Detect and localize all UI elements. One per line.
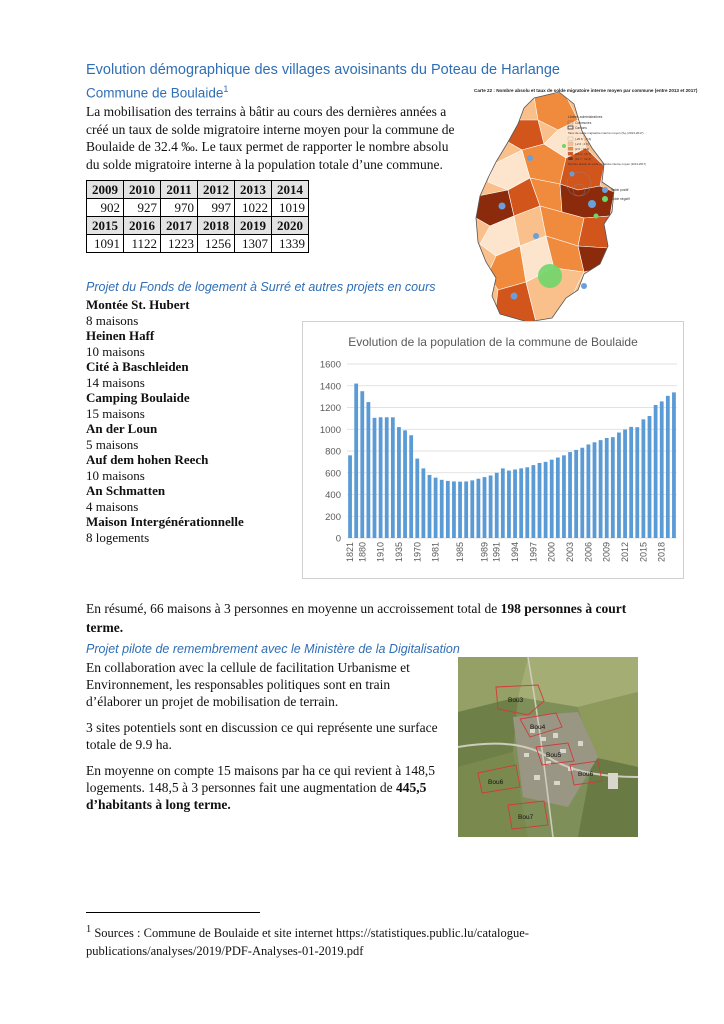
bar-2007 xyxy=(593,442,597,538)
intro-paragraph: La mobilisation des terrains à bâtir au cours des dernières années a créé un taux de solde migratoire interne moyen pour la commune de Boulaide de 32.4 ‰. Le taux permet de rapporter le nombre absolu du solde migratoire interne à la population totale d’une commune. xyxy=(86,104,455,172)
x-tick-label: 2006 xyxy=(583,542,594,563)
page-title: Evolution démographique des villages avoisinants du Poteau de Harlange xyxy=(86,62,560,78)
x-tick-label: 2000 xyxy=(546,542,557,563)
bar-1994 xyxy=(513,469,517,538)
year-cell: 2009 xyxy=(87,181,124,199)
bar-2006 xyxy=(586,444,590,538)
pilot-text xyxy=(86,659,442,822)
projects-list xyxy=(86,297,244,545)
footnote xyxy=(86,921,646,960)
project-item xyxy=(86,359,244,390)
site-label: Bou6 xyxy=(578,771,594,778)
year-cell: 2017 xyxy=(161,217,198,235)
project-item xyxy=(86,452,244,483)
x-tick-label: 1970 xyxy=(412,542,423,563)
x-tick-label: 1989 xyxy=(479,542,490,563)
legend-class-1: [-20.6 ; -2.6] xyxy=(575,137,592,141)
x-tick-label: 1994 xyxy=(510,542,521,563)
bar-2019 xyxy=(666,396,670,538)
x-tick-label: 2003 xyxy=(565,542,576,563)
project-name: Cité à Baschleiden xyxy=(86,359,189,374)
project-item xyxy=(86,483,244,514)
solde-positif-dot xyxy=(533,233,539,239)
x-tick-label: 1991 xyxy=(491,542,502,563)
footnote-mark: 1 xyxy=(86,924,92,935)
value-cell: 1122 xyxy=(124,235,161,253)
bar-1990 xyxy=(489,475,493,538)
x-tick-label: 1997 xyxy=(528,542,539,563)
y-tick-label: 1600 xyxy=(319,359,341,371)
bar-1998 xyxy=(538,463,542,538)
bar-1984 xyxy=(452,481,456,538)
bar-2016 xyxy=(648,416,652,538)
chart-title: Evolution de la population de la commune de Boulaide xyxy=(348,335,638,349)
bar-1981 xyxy=(434,478,438,538)
year-cell: 2011 xyxy=(161,181,198,199)
x-tick-label: 1880 xyxy=(357,542,368,563)
summary-emphasis: 198 personnes à court terme. xyxy=(86,601,627,635)
y-tick-label: 600 xyxy=(325,468,341,480)
subtitle-text: Commune de Boulaide xyxy=(86,85,224,101)
x-tick-label: 1981 xyxy=(430,542,441,563)
bar-1880 xyxy=(360,391,364,538)
project-detail: 15 maisons xyxy=(86,405,145,421)
y-tick-label: 0 xyxy=(335,533,341,545)
commune-subtitle xyxy=(86,84,228,101)
pilot-paragraph-1: En collaboration avec la cellule de facilitation Urbanisme et Environnement, les responsables politiques sont en train d’élaborer un projet de mobilisation de terrain. xyxy=(86,660,410,709)
pilot-heading: Projet pilote de remembrement avec le Ministère de la Digitalisation xyxy=(86,642,460,656)
legend-class-5: [15.7 ; 32.4] xyxy=(575,157,591,161)
footnote-ref[interactable]: 1 xyxy=(223,84,229,94)
projects-heading: Projet du Fonds de logement à Surré et autres projets en cours xyxy=(86,280,436,294)
value-cell: 927 xyxy=(124,199,161,217)
value-cell: 1019 xyxy=(272,199,309,217)
aerial-photo xyxy=(458,657,638,837)
x-tick-label: 1935 xyxy=(393,542,404,563)
bar-1985 xyxy=(458,482,462,538)
year-cell: 2012 xyxy=(198,181,235,199)
project-name: An Schmatten xyxy=(86,483,166,498)
population-table xyxy=(86,180,309,253)
bar-2018 xyxy=(660,401,664,538)
legend-class-4: [10.3 ; 15.7] xyxy=(575,152,591,156)
site-label: Bou3 xyxy=(508,697,524,704)
pilot-p3-emphasis: 445,5 d’habitants à long terme. xyxy=(86,780,427,812)
project-name: Montée St. Hubert xyxy=(86,297,190,312)
project-detail: 8 logements xyxy=(86,529,150,545)
site-label: Bou5 xyxy=(546,752,562,759)
bar-1995 xyxy=(519,468,523,538)
bar-1930 xyxy=(391,417,395,538)
bar-2015 xyxy=(641,419,645,538)
bar-2011 xyxy=(617,433,621,538)
bar-1991 xyxy=(495,473,499,538)
value-cell: 1091 xyxy=(87,235,124,253)
year-cell: 2013 xyxy=(235,181,272,199)
luxembourg-migration-map xyxy=(474,86,698,322)
table-row-values-1 xyxy=(87,199,309,217)
value-cell: 997 xyxy=(198,199,235,217)
project-name: Maison Intergénérationnelle xyxy=(86,514,244,529)
year-cell: 2018 xyxy=(198,217,235,235)
bar-1986 xyxy=(464,481,468,538)
bar-1975 xyxy=(421,468,425,538)
bar-1900 xyxy=(373,418,377,538)
legend-class-2: [-2.6 ; 2.6] xyxy=(575,142,589,146)
table-row-years-1 xyxy=(87,181,309,199)
bar-2014 xyxy=(635,427,639,538)
bar-2001 xyxy=(556,458,560,538)
project-detail: 4 maisons xyxy=(86,498,139,514)
year-cell: 2010 xyxy=(124,181,161,199)
bar-2000 xyxy=(550,460,554,538)
project-detail: 10 maisons xyxy=(86,467,145,483)
bar-2012 xyxy=(623,430,627,538)
solde-negatif-circle xyxy=(538,264,562,288)
value-cell: 1223 xyxy=(161,235,198,253)
legend-class-3: [2.6 ; 10.3] xyxy=(575,147,590,151)
x-tick-label: 1821 xyxy=(345,542,356,563)
value-cell: 1307 xyxy=(235,235,272,253)
bar-2020 xyxy=(672,392,676,538)
legend-communes: Communes xyxy=(575,121,592,125)
bar-1980 xyxy=(428,475,432,538)
project-detail: 10 maisons xyxy=(86,343,145,359)
year-cell: 2014 xyxy=(272,181,309,199)
bar-1947 xyxy=(403,430,407,538)
bar-1999 xyxy=(544,462,548,538)
value-cell: 1339 xyxy=(272,235,309,253)
bar-2002 xyxy=(562,455,566,538)
legend-rate-title: Taux de solde migratoire interne moyen (‰) (2013-2017) xyxy=(568,131,644,135)
value-cell: 1022 xyxy=(235,199,272,217)
y-tick-label: 1400 xyxy=(319,381,341,393)
x-tick-label: 2009 xyxy=(601,542,612,563)
value-cell: 1256 xyxy=(198,235,235,253)
project-item xyxy=(86,390,244,421)
solde-positif-dot xyxy=(581,283,587,289)
solde-negatif-dot xyxy=(562,144,566,148)
bar-1890 xyxy=(366,402,370,538)
y-tick-label: 1000 xyxy=(319,424,341,436)
legend-size-title: Nombre absolu de solde migratoire interne moyen (2013-2017) xyxy=(568,162,647,166)
project-item xyxy=(86,514,244,545)
pilot-paragraph-2: 3 sites potentiels sont en discussion ce qui représente une surface totale de 9.9 ha. xyxy=(86,720,438,752)
x-tick-label: 1985 xyxy=(455,542,466,563)
bar-2017 xyxy=(654,405,658,538)
bar-1993 xyxy=(507,471,511,538)
pilot-paragraph-3 xyxy=(86,762,442,813)
bar-1989 xyxy=(483,477,487,538)
legend-title: Limites administratives xyxy=(568,115,603,119)
table-row-years-2 xyxy=(87,217,309,235)
table-row-values-2 xyxy=(87,235,309,253)
y-tick-label: 1200 xyxy=(319,403,341,414)
bar-2003 xyxy=(568,452,572,538)
solde-positif-dot xyxy=(499,203,506,210)
bar-1983 xyxy=(446,481,450,538)
x-tick-label: 2018 xyxy=(656,542,667,563)
project-name: Heinen Haff xyxy=(86,328,155,343)
footnote-text: Sources : Commune de Boulaide et site internet https://statistiques.public.lu/catalogue-publications/analyses/2019/PDF-Analyses-01-2019.pdf xyxy=(86,926,529,959)
year-cell: 2020 xyxy=(272,217,309,235)
site-label: Bou7 xyxy=(518,814,534,821)
bar-2013 xyxy=(629,427,633,538)
site-label: Bou4 xyxy=(530,724,546,731)
value-cell: 970 xyxy=(161,199,198,217)
bar-1982 xyxy=(440,480,444,538)
bar-2010 xyxy=(611,437,615,538)
bar-1970 xyxy=(415,459,419,538)
population-chart-svg xyxy=(303,322,683,578)
bar-1821 xyxy=(348,455,352,538)
project-detail: 14 maisons xyxy=(86,374,145,390)
legend-cantons: Cantons xyxy=(575,126,587,130)
value-cell: 902 xyxy=(87,199,124,217)
solde-positif-dot xyxy=(527,155,533,161)
year-cell: 2016 xyxy=(124,217,161,235)
site-label: Bou6 xyxy=(488,779,504,786)
bar-1910 xyxy=(379,417,383,538)
year-cell: 2019 xyxy=(235,217,272,235)
bar-1992 xyxy=(501,468,505,538)
bar-2004 xyxy=(574,450,578,538)
x-tick-label: 1910 xyxy=(375,542,386,563)
summary-text: En résumé, 66 maisons à 3 personnes en moyenne un accroissement total de xyxy=(86,601,501,616)
x-tick-label: 2012 xyxy=(620,542,631,563)
project-detail: 8 maisons xyxy=(86,312,139,328)
project-item xyxy=(86,297,244,328)
bar-1922 xyxy=(385,417,389,538)
bar-1935 xyxy=(397,427,401,538)
bar-1997 xyxy=(531,465,535,538)
solde-positif-dot xyxy=(511,293,518,300)
pilot-p3-text: En moyenne on compte 15 maisons par ha ce qui revient à 148,5 logements. 148,5 à 3 personnes fait une augmentation de xyxy=(86,763,436,795)
solde-negatif-dot xyxy=(594,214,599,219)
legend-negative: Solde négatif xyxy=(611,197,630,201)
y-tick-label: 800 xyxy=(325,446,341,458)
bar-1987 xyxy=(470,480,474,538)
y-tick-label: 400 xyxy=(325,490,341,501)
y-tick-label: 200 xyxy=(325,511,341,523)
bar-2009 xyxy=(605,438,609,538)
project-name: Camping Boulaide xyxy=(86,390,190,405)
footnote-divider xyxy=(86,912,260,913)
bar-2008 xyxy=(599,440,603,538)
project-detail: 5 maisons xyxy=(86,436,139,452)
population-chart xyxy=(302,321,684,579)
summary-paragraph xyxy=(86,599,646,637)
solde-positif-dot xyxy=(588,200,596,208)
map-heading: Carte 22 : Nombre absolu et taux de solde migratoire interne moyen par commune (entre 2013 et 2017) xyxy=(474,88,698,93)
project-item xyxy=(86,421,244,452)
bar-2005 xyxy=(580,448,584,538)
project-item xyxy=(86,328,244,359)
x-tick-label: 2015 xyxy=(638,542,649,563)
bar-1996 xyxy=(525,467,529,538)
legend-positive: Solde positif xyxy=(611,188,629,192)
project-name: An der Loun xyxy=(86,421,158,436)
year-cell: 2015 xyxy=(87,217,124,235)
project-name: Auf dem hohen Reech xyxy=(86,452,209,467)
bar-1988 xyxy=(476,479,480,538)
bar-1960 xyxy=(409,435,413,538)
bar-1840 xyxy=(354,384,358,538)
